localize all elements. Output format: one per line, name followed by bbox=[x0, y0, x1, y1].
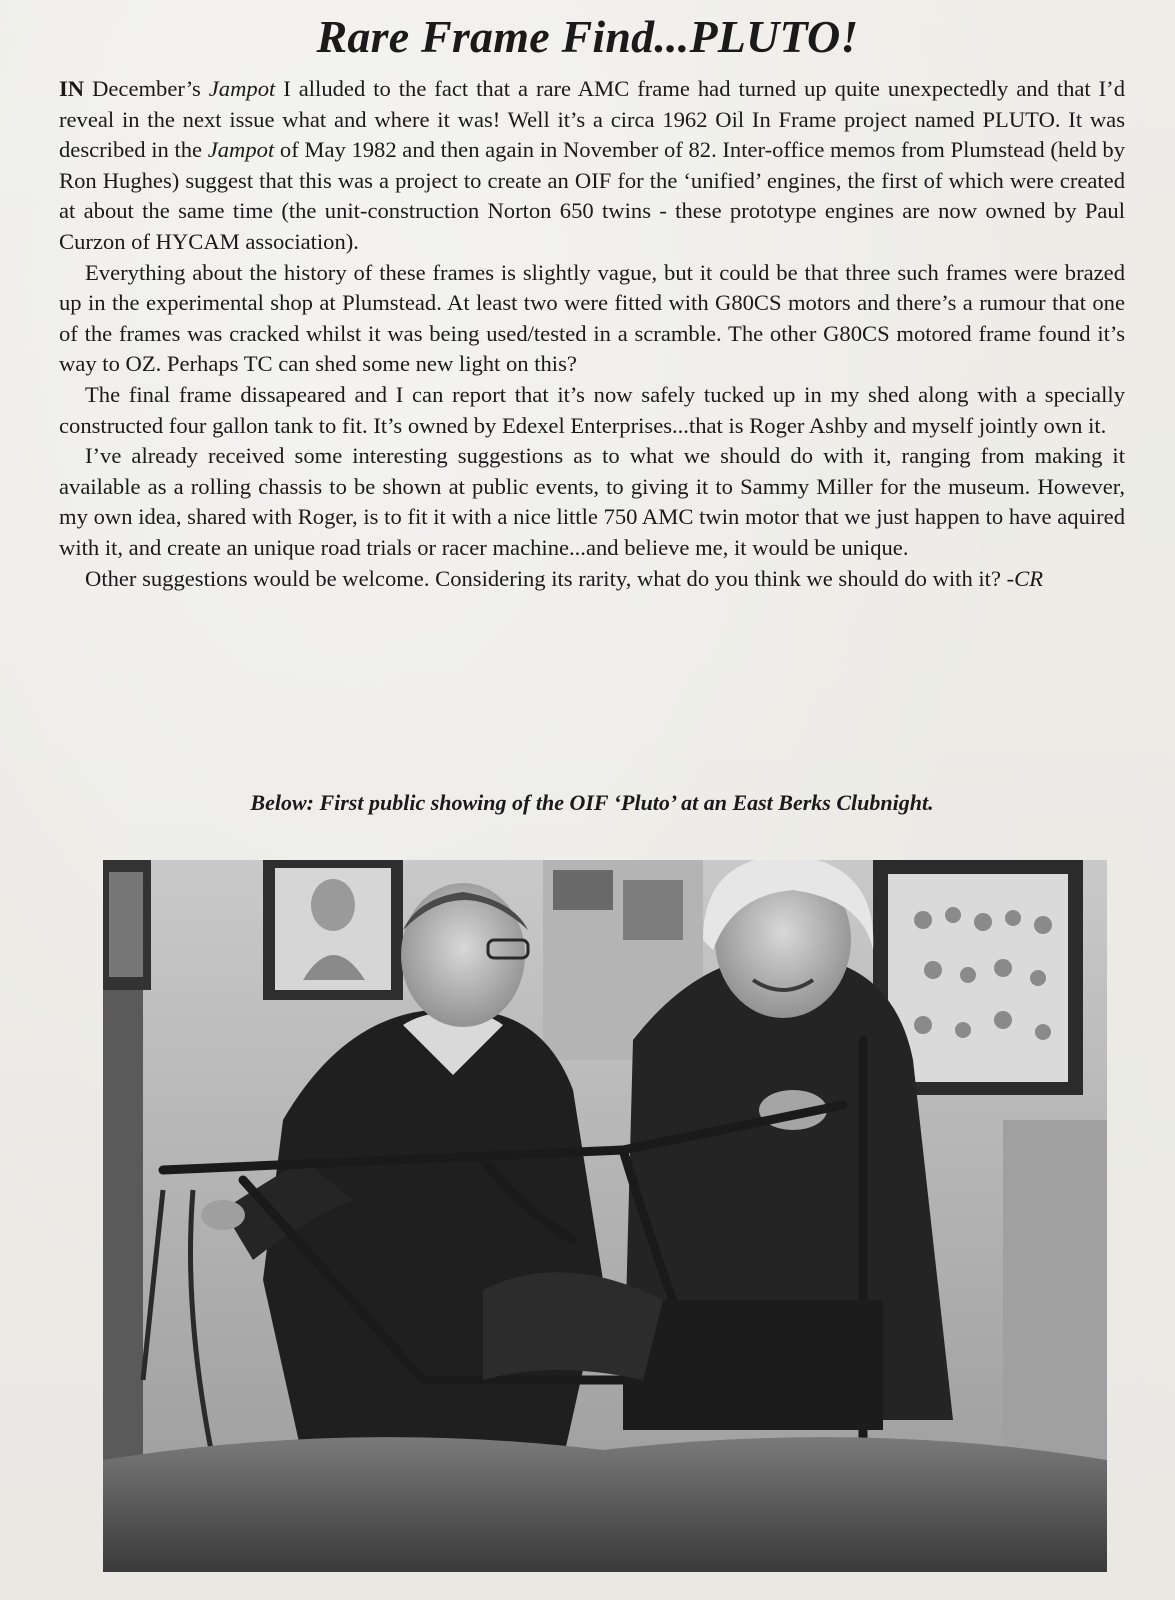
photo-tank bbox=[623, 1300, 883, 1430]
paragraph-1-text-b: I alluded to the fact that a rare AMC frame had turned up quite unexpectedly and that I’d reveal in the next issue what and where it was! Well it’s a circa 1962 Oil In Frame project named PLUTO. It was described in the bbox=[59, 76, 1126, 163]
photo-person-left bbox=[263, 1009, 603, 1460]
paragraph-1-text-a: December’s bbox=[84, 76, 209, 101]
author-signoff: -CR bbox=[1006, 565, 1044, 591]
paragraph-1-text-c: of May 1982 and then again in November of 82. Inter-office memos from Plumstead (held by Ron Hughes) suggest that this was a project to create an OIF for the ‘unified’ engines, the first of which were created at about the same time (the unit-construction Norton 650 twins - these prototype engines are now owned by Paul Curzon of HYCAM association). bbox=[59, 137, 1125, 254]
paragraph-5-text: Other suggestions would be welcome. Considering its rarity, what do you think we should do with it? bbox=[85, 565, 1007, 591]
jampot-title-2: Jampot bbox=[207, 137, 275, 163]
article-title: Rare Frame Find...PLUTO! bbox=[316, 11, 859, 62]
paragraph-4: I’ve already received some interesting suggestions as to what we should do with it, ranging from making it available as a rolling chassis to be shown at public events, to giving it to Sammy Miller for the museum. However, my own idea, shared with Roger, is to fit it with a nice little 750 AMC twin motor that we just happen to have aquired with it, and create an unique road trials or racer machine...and believe me, it would be unique. bbox=[59, 443, 1125, 560]
jampot-title-1: Jampot bbox=[208, 76, 276, 101]
paragraph-5 bbox=[59, 564, 1125, 595]
article-body bbox=[59, 74, 1125, 594]
clubnight-photo bbox=[103, 860, 1107, 1572]
photo-illustration bbox=[103, 860, 1107, 1572]
photo-caption: Below: First public showing of the OIF ‘Pluto’ at an East Berks Clubnight. bbox=[250, 790, 934, 815]
paragraph-1 bbox=[59, 74, 1125, 258]
paragraph-2: Everything about the history of these frames is slightly vague, but it could be that three such frames were brazed up in the experimental shop at Plumstead. At least two were fitted with G80CS motors and there’s a rumour that one of the frames was cracked whilst it was being used/tested in a scramble. The other G80CS motored frame found it’s way to OZ. Perhaps TC can shed some new light on this? bbox=[59, 259, 1125, 377]
paragraph-3: The final frame dissapeared and I can report that it’s now safely tucked up in my shed along with a specially constructed four gallon tank to fit. It’s owned by Edexel Enterprises...that is Roger Ashby and myself jointly own it. bbox=[59, 381, 1125, 438]
lead-in: IN bbox=[59, 76, 85, 101]
